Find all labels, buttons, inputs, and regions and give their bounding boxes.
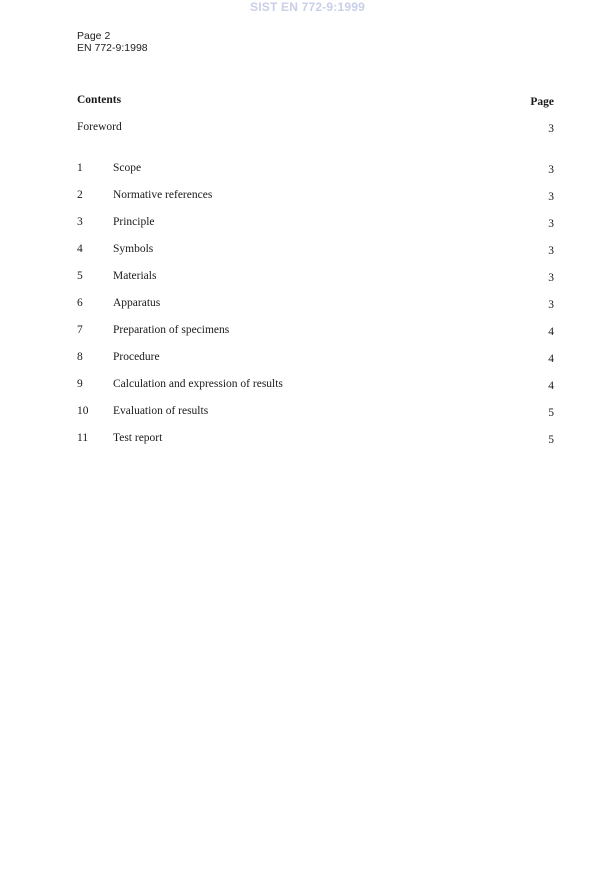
toc-entry-page: 5: [548, 407, 554, 419]
toc-entry-label: Apparatus: [113, 297, 161, 309]
toc-entry[interactable]: [77, 405, 554, 432]
toc-entry-page: 4: [548, 380, 554, 392]
toc-entry-number: 10: [77, 405, 89, 417]
toc-entry-number: 7: [77, 324, 83, 336]
standard-id: EN 772-9:1998: [77, 42, 148, 54]
toc-entry-number: 11: [77, 432, 89, 444]
toc-entry[interactable]: [77, 270, 554, 297]
toc-entry-number: 4: [77, 243, 83, 255]
toc-entry-label: Test report: [113, 432, 163, 444]
toc-entry[interactable]: [77, 162, 554, 189]
toc-entry-page: 4: [548, 326, 554, 338]
toc-entry-page: 4: [548, 353, 554, 365]
toc-entry-label: Calculation and expression of results: [113, 378, 283, 390]
toc-entry-number: 8: [77, 351, 83, 363]
toc-entry-number: 2: [77, 189, 83, 201]
toc-entry-number: 1: [77, 162, 83, 174]
toc-entry-label: Symbols: [113, 243, 154, 255]
toc-entry[interactable]: [77, 297, 554, 324]
toc-entry-label: Evaluation of results: [113, 405, 209, 417]
toc-entry[interactable]: [77, 351, 554, 378]
page-header: [77, 30, 148, 54]
toc-entry-number: 5: [77, 270, 83, 282]
toc-entry-number: 6: [77, 297, 83, 309]
toc-entry-label: Principle: [113, 216, 155, 228]
toc-entry-page: 3: [548, 123, 554, 135]
toc-entry[interactable]: [77, 189, 554, 216]
toc-entry-foreword[interactable]: [77, 121, 554, 135]
toc-entry-label: Procedure: [113, 351, 160, 363]
toc-entry[interactable]: [77, 378, 554, 405]
toc-entry-page: 3: [548, 245, 554, 257]
toc-entry-page: 3: [548, 191, 554, 203]
toc-entry-label: Foreword: [77, 121, 122, 133]
toc-list: [77, 162, 554, 459]
contents-heading: Contents: [77, 94, 122, 106]
toc-entry[interactable]: [77, 324, 554, 351]
toc-entry-page: 3: [548, 272, 554, 284]
toc-entry-label: Normative references: [113, 189, 213, 201]
toc-entry[interactable]: [77, 243, 554, 270]
toc-entry-number: 3: [77, 216, 83, 228]
toc-entry[interactable]: [77, 216, 554, 243]
watermark-title: SIST EN 772-9:1999: [250, 0, 365, 14]
toc-entry[interactable]: [77, 432, 554, 459]
page-number: Page 2: [77, 30, 111, 42]
toc-entry-page: 3: [548, 299, 554, 311]
toc-entry-page: 3: [548, 164, 554, 176]
toc-entry-page: 3: [548, 218, 554, 230]
page-column-heading: Page: [530, 96, 554, 108]
toc-entry-number: 9: [77, 378, 83, 390]
toc-entry-label: Scope: [113, 162, 142, 174]
toc-entry-label: Materials: [113, 270, 157, 282]
toc-entry-label: Preparation of specimens: [113, 324, 230, 336]
toc-entry-page: 5: [548, 434, 554, 446]
